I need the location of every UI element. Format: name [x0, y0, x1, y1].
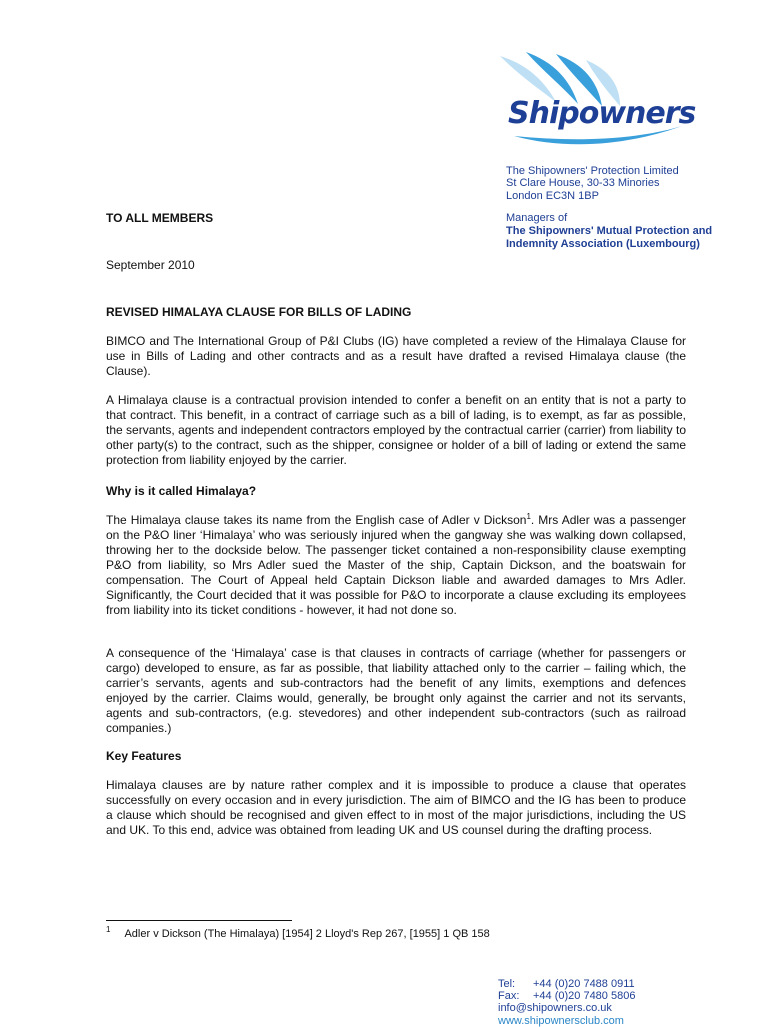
managers-name-line: The Shipowners' Mutual Protection and [506, 225, 713, 237]
letter-subject: REVISED HIMALAYA CLAUSE FOR BILLS OF LADING [106, 305, 412, 319]
body-paragraph-2: A Himalaya clause is a contractual provision intended to confer a benefit on an entity that is not a party to that contract. This benefit, in a contract of carriage such as a bill of lading, is to exempt, as far as possible, the servants, agents and independent contractors employed by the contractual carrier (carrier) from liability to other party(s) to the contract, such as the shipper, consignee or holder of a bill of lading or extend the same protection from liability enjoyed by the carrier. [106, 393, 686, 467]
fax-number: +44 (0)20 7480 5806 [533, 990, 636, 1003]
contact-tel [498, 978, 635, 990]
body-paragraph-5: Himalaya clauses are by nature rather complex and it is impossible to produce a clause that operates successfully on every occasion and in every jurisdiction. The aim of BIMCO and the IG has been to produce a clause which should be recognised and given effect to in most of the major jurisdictions, including the US and UK. To this end, advice was obtained from leading UK and US counsel during the drafting process. [106, 778, 686, 837]
footnote [106, 925, 490, 940]
recipient-heading: TO ALL MEMBERS [106, 211, 214, 225]
managers-block [506, 212, 712, 251]
section-heading-why-himalaya: Why is it called Himalaya? [106, 484, 257, 498]
footnote-divider [106, 920, 292, 921]
body-paragraph-4: A consequence of the ‘Himalaya’ case is that clauses in contracts of carriage (whether for passengers or cargo) developed to ensure, as far as possible, that liability attached only to the carrier – failing which, the carrier’s servants, agents and sub-contractors had the benefit of any limits, exemptions and defences enjoyed by the carrier. Claims would, generally, be brought only against the carrier and not its servants, agents and sub-contractors, (e.g. stevedores) and other independent sub-contractors (such as railroad companies.) [106, 646, 686, 735]
contact-fax [498, 990, 635, 1002]
para3-text-end: . Mrs Adler was a passenger on the P&O liner ‘Himalaya’ who was seriously injured when the gangway she was walking down collapsed, throwing her to the dockside below. The passenger ticket contained a non-responsibility clause exempting P&O from liability, so Mrs Adler sued the Master of the ship, Captain Dickson, and the boatswain for compensation. The Court of Appeal held Captain Dickson liable and awarded damages to Mrs Adler. Significantly, the Court decided that it was possible for P&O to incorporate a clause excluding its employees from liability into its ticket conditions - however, it had not done so. [106, 513, 686, 617]
address-line: London EC3N 1BP [506, 189, 599, 202]
footnote-reference[interactable]: 1 [526, 512, 531, 521]
section-heading-key-features: Key Features [106, 749, 182, 763]
tel-number: +44 (0)20 7488 0911 [533, 978, 635, 990]
managers-name-line: Indemnity Association (Luxembourg) [506, 238, 700, 250]
fax-label: Fax: [498, 990, 520, 1003]
contact-email-link[interactable]: info@shipowners.co.uk [498, 1002, 612, 1015]
address-line: St Clare House, 30-33 Minories [506, 177, 660, 190]
body-paragraph-1: BIMCO and The International Group of P&I Clubs (IG) have completed a review of the Himalaya Clause for use in Bills of Lading and other contracts and as a result have drafted a revised Himalaya clause (the Clause). [106, 334, 686, 378]
sender-address [506, 165, 679, 202]
logo-wordmark: Shipowners [508, 96, 696, 131]
shipowners-logo [486, 50, 696, 150]
body-paragraph-3 [106, 513, 686, 618]
letter-date: September 2010 [106, 258, 195, 272]
managers-label: Managers of [506, 212, 568, 224]
footnote-mark: 1 [106, 925, 111, 935]
address-line: The Shipowners' Protection Limited [506, 165, 679, 177]
contact-website-link[interactable]: www.shipownersclub.com [498, 1014, 624, 1027]
contact-block [498, 978, 635, 1027]
footnote-text: Adler v Dickson (The Himalaya) [1954] 2 Lloyd's Rep 267, [1955] 1 QB 158 [124, 928, 490, 940]
para3-text-start: The Himalaya clause takes its name from the English case of Adler v Dickson [106, 513, 527, 527]
tel-label: Tel: [498, 978, 516, 990]
